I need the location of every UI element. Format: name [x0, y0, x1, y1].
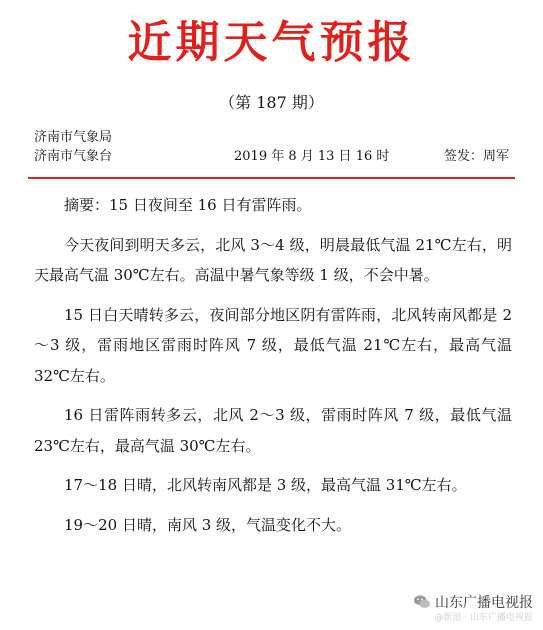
- org-observatory: 济南市气象台: [34, 149, 113, 164]
- forecast-body: [34, 190, 512, 549]
- signer: 签发：周军: [443, 149, 509, 164]
- watermark-label: 山东广播电视报: [435, 595, 533, 611]
- report-title: 近期天气预报: [127, 17, 416, 68]
- forecast-paragraph: 15 日白天晴转多云，夜间部分地区阴有雷阵雨，北风转南风都是 2～3 级，雷雨地区雷雨时阵风 7 级，最低气温 21℃左右，最高气温 32℃左右。: [34, 305, 512, 385]
- meta-row-1: [34, 129, 509, 147]
- forecast-paragraph: 16 日雷阵雨转多云，北风 2～3 级，雷雨时阵风 7 级，最低气温 23℃左右，最高气温 30℃左右。: [34, 406, 512, 455]
- wechat-icon: [413, 594, 431, 610]
- summary-paragraph: 摘要：15 日夜间至 16 日有雷阵雨。: [64, 196, 312, 214]
- watermark: [413, 592, 533, 623]
- red-divider: [28, 177, 515, 179]
- forecast-paragraph: 17～18 日晴，北风转南风都是 3 级，最高气温 31℃左右。: [64, 476, 467, 494]
- forecast-paragraph: 19～20 日晴，南风 3 级，气温变化不大。: [64, 515, 352, 534]
- org-bureau: 济南市气象局: [34, 130, 113, 145]
- watermark-sub: @新浪 · 山东广播电视报: [434, 613, 533, 623]
- meta-row-2: [34, 148, 509, 166]
- issue-number: （第 187 期）: [219, 93, 324, 112]
- issue-datetime: 2019 年 8 月 13 日 16 时: [234, 149, 390, 164]
- forecast-paragraph: 今天夜间到明天多云，北风 3～4 级，明晨最低气温 21℃左右，明天最高气温 30℃左右。高温中暑气象等级 1 级，不会中暑。: [34, 235, 512, 284]
